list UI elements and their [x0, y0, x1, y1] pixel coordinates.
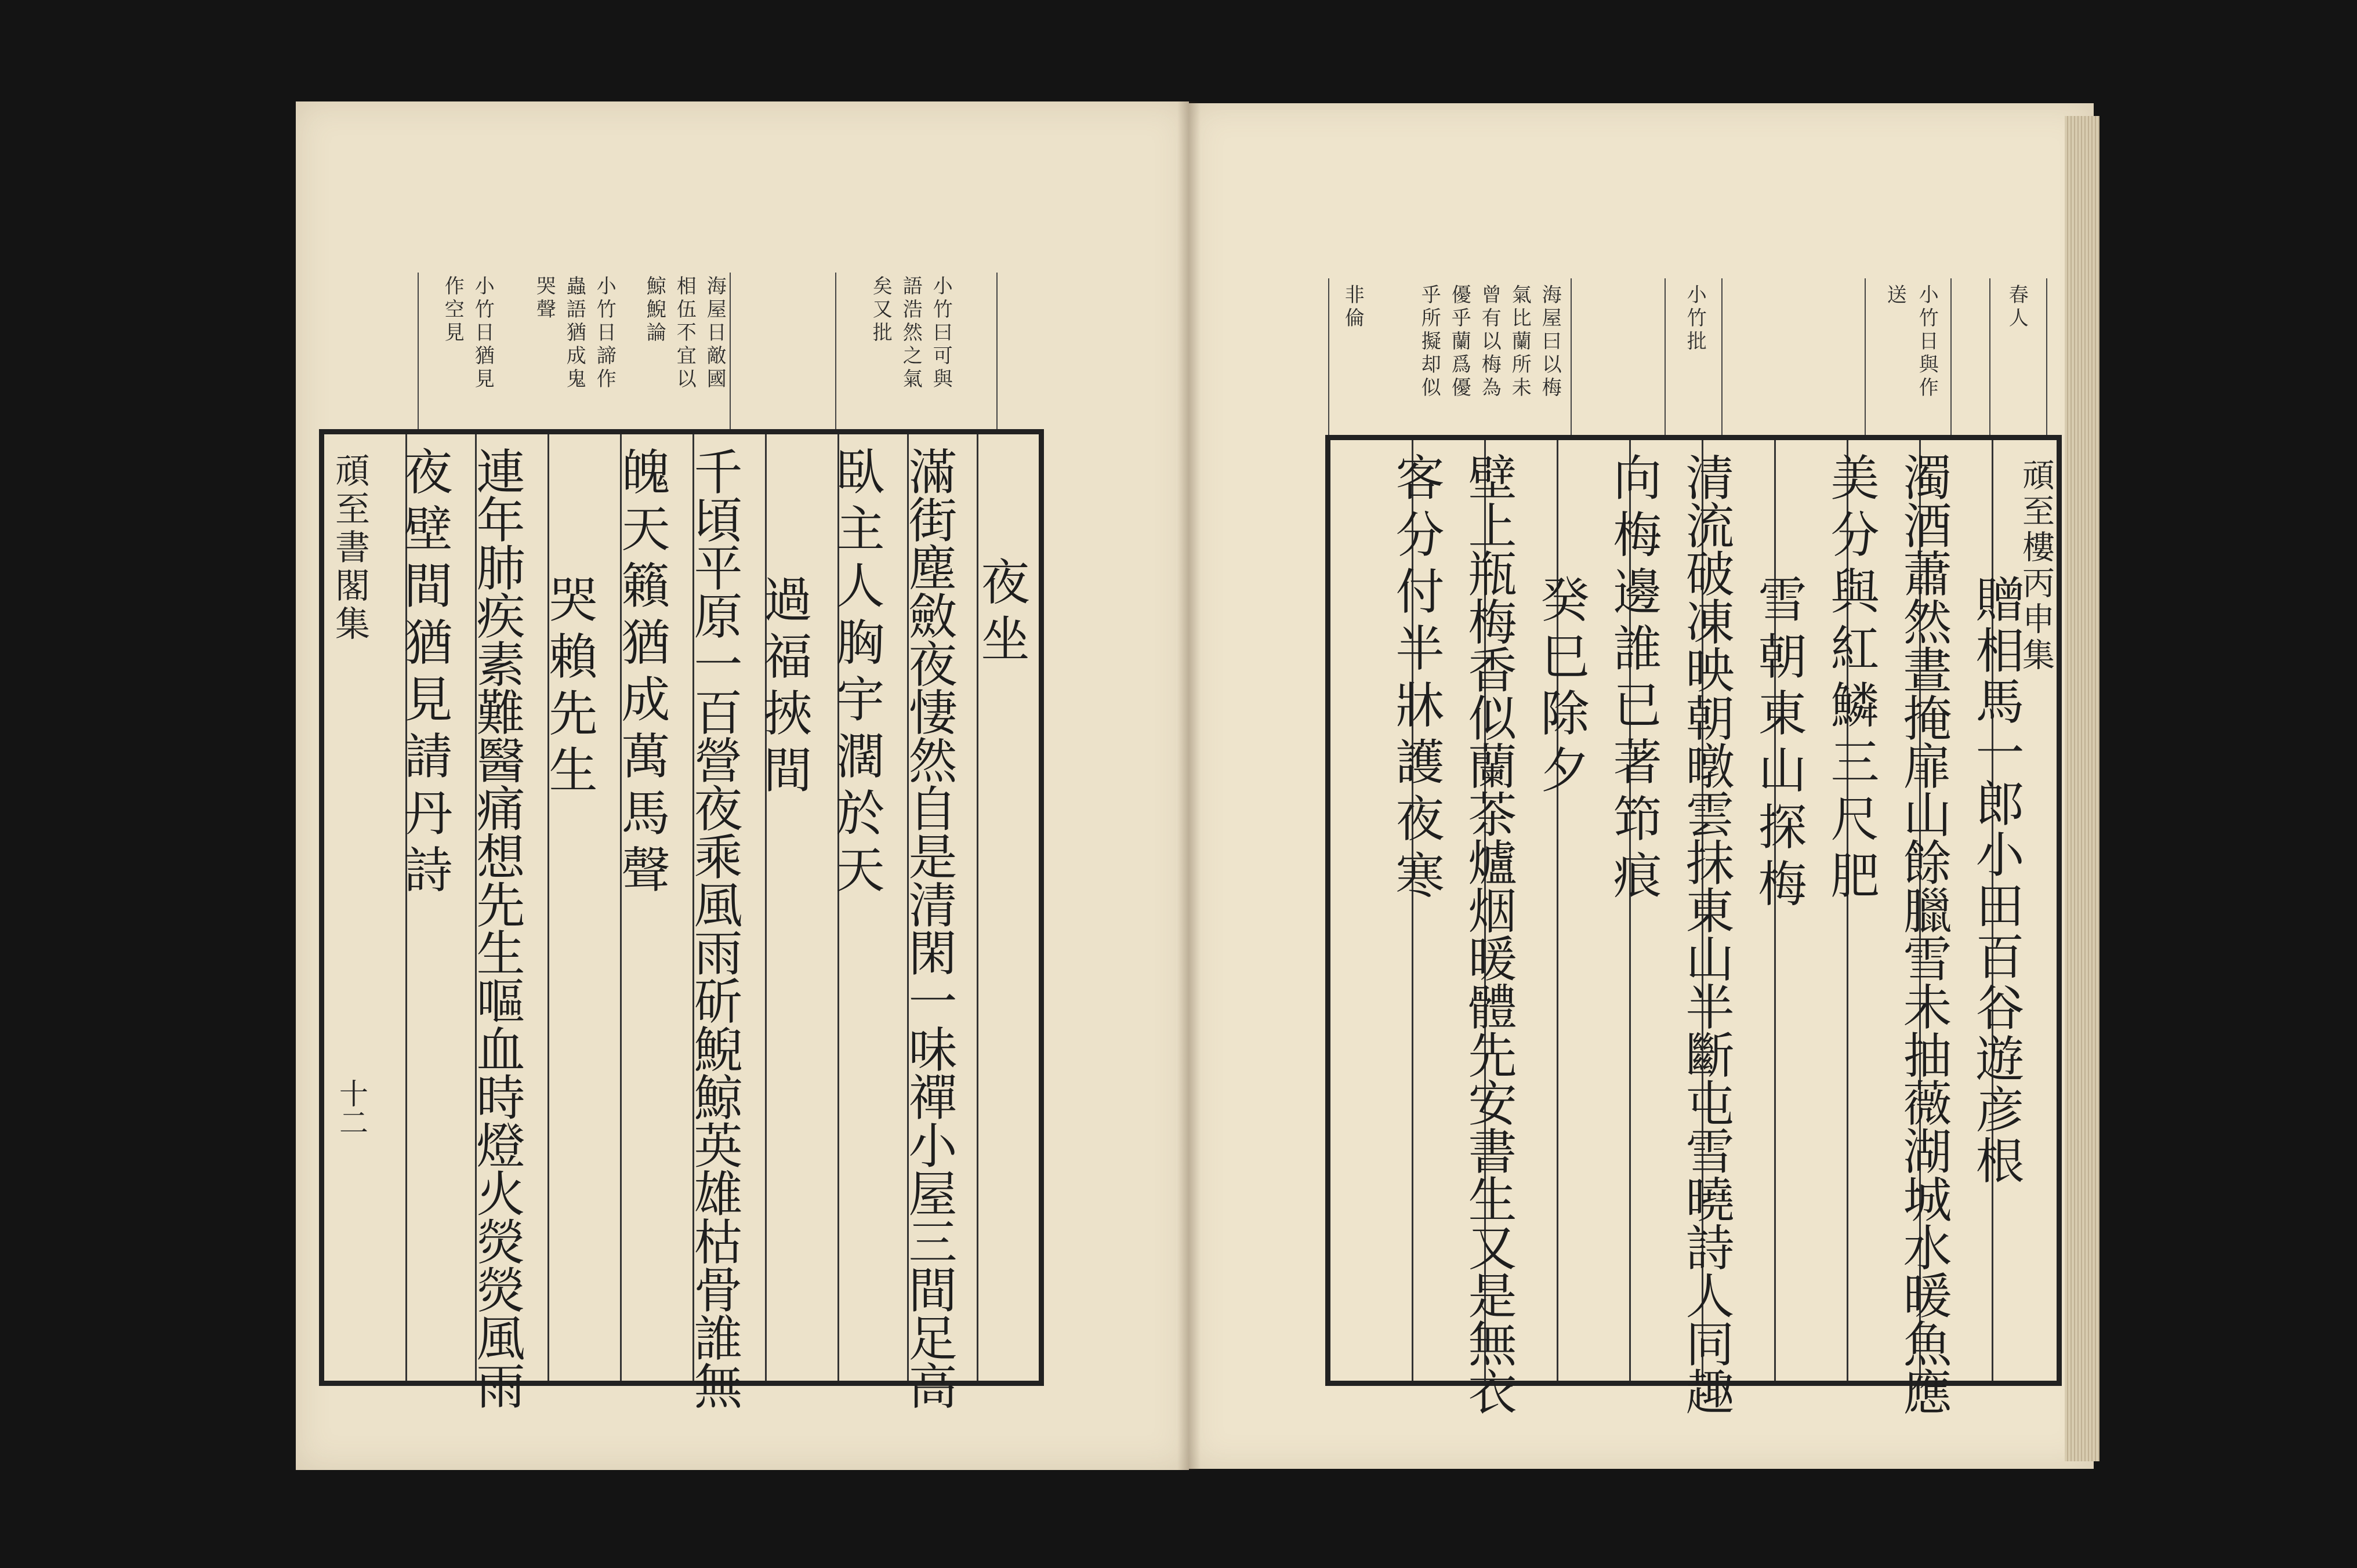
left-note-3: 矣又批 [869, 275, 893, 345]
left-col-4: 過福挾間 [756, 574, 813, 801]
right-col-7: 癸巳除夕 [1533, 574, 1590, 801]
left-col-9: 夜壁間猶見請丹詩 [396, 447, 453, 901]
right-note-9: 乎所擬却似 [1417, 284, 1441, 400]
right-col-9: 客分付半牀護夜寒 [1388, 452, 1445, 907]
right-col-2: 濁酒蕭然晝掩扉山餘臘雪未抽薇湖城水暖魚應 [1895, 452, 1952, 1415]
left-col-8: 連年肺疾素難醫痛想先生嘔血時燈火熒熒風雨 [469, 447, 525, 1409]
right-col-4: 雪朝東山探梅 [1750, 574, 1807, 915]
right-note-5: 海屋曰以梅 [1538, 284, 1562, 400]
right-note-6: 氣比蘭所未 [1508, 284, 1532, 400]
right-note-7: 曾有以梅為 [1478, 284, 1502, 400]
left-col-5: 千頃平原一百營夜乘風雨斫鯢鯨英雄枯骨誰無 [686, 447, 743, 1409]
right-col-3: 美分與紅鱗三尺肥 [1823, 452, 1880, 907]
left-note-10: 小竹日猶見 [471, 275, 495, 391]
left-col-3: 臥主人胸宇濶於天 [828, 447, 885, 901]
page-edges [2065, 116, 2099, 1461]
left-folio: 十二 [335, 1079, 368, 1137]
left-note-8: 蟲語猶成鬼 [563, 275, 586, 391]
right-col-5: 清流破凍映朝暾雲抹東山半斷屯雪曉詩人同趣 [1678, 452, 1735, 1415]
left-note-4: 海屋日敵國 [703, 275, 727, 391]
right-note-8: 優乎蘭爲優 [1448, 284, 1471, 400]
left-col-6: 魄天籟猶成萬馬聲 [614, 447, 670, 901]
right-note-1: 春人 [2005, 284, 2029, 331]
book-fold [1177, 101, 1201, 1470]
left-note-7: 小竹日諦作 [593, 275, 617, 391]
right-note-4: 小竹批 [1683, 284, 1707, 354]
left-col-2: 滿街塵斂夜悽然自是清閑一味禪小屋三間足高 [901, 447, 958, 1409]
left-note-5: 相伍不宜以 [673, 275, 697, 391]
right-note-2: 小竹日與作 [1915, 284, 1939, 400]
left-note-6: 鯨鯢論 [643, 275, 666, 345]
right-spine-title: 頑至樓丙申集 [2017, 458, 2055, 674]
right-col-1: 贈相馬一郎小田百谷遊彦根 [1968, 574, 2025, 1186]
left-note-2: 語浩然之氣 [899, 275, 923, 391]
left-col-1: 夜坐 [973, 557, 1030, 670]
left-spine-title: 頑至書閣集 [329, 452, 370, 644]
left-col-7: 哭賴先生 [541, 574, 598, 801]
left-note-11: 作空見 [441, 275, 465, 345]
right-note-10: 非倫 [1341, 284, 1365, 331]
right-note-3: 送 [1883, 284, 1907, 307]
left-note-9: 哭聲 [532, 275, 556, 322]
left-note-1: 小竹曰可與 [929, 275, 953, 391]
right-col-8: 壁上瓶梅香似蘭茶爐烟暖體先安書生又是無衣 [1460, 452, 1517, 1415]
right-col-6: 向梅邊誰已著笻痕 [1605, 452, 1662, 907]
